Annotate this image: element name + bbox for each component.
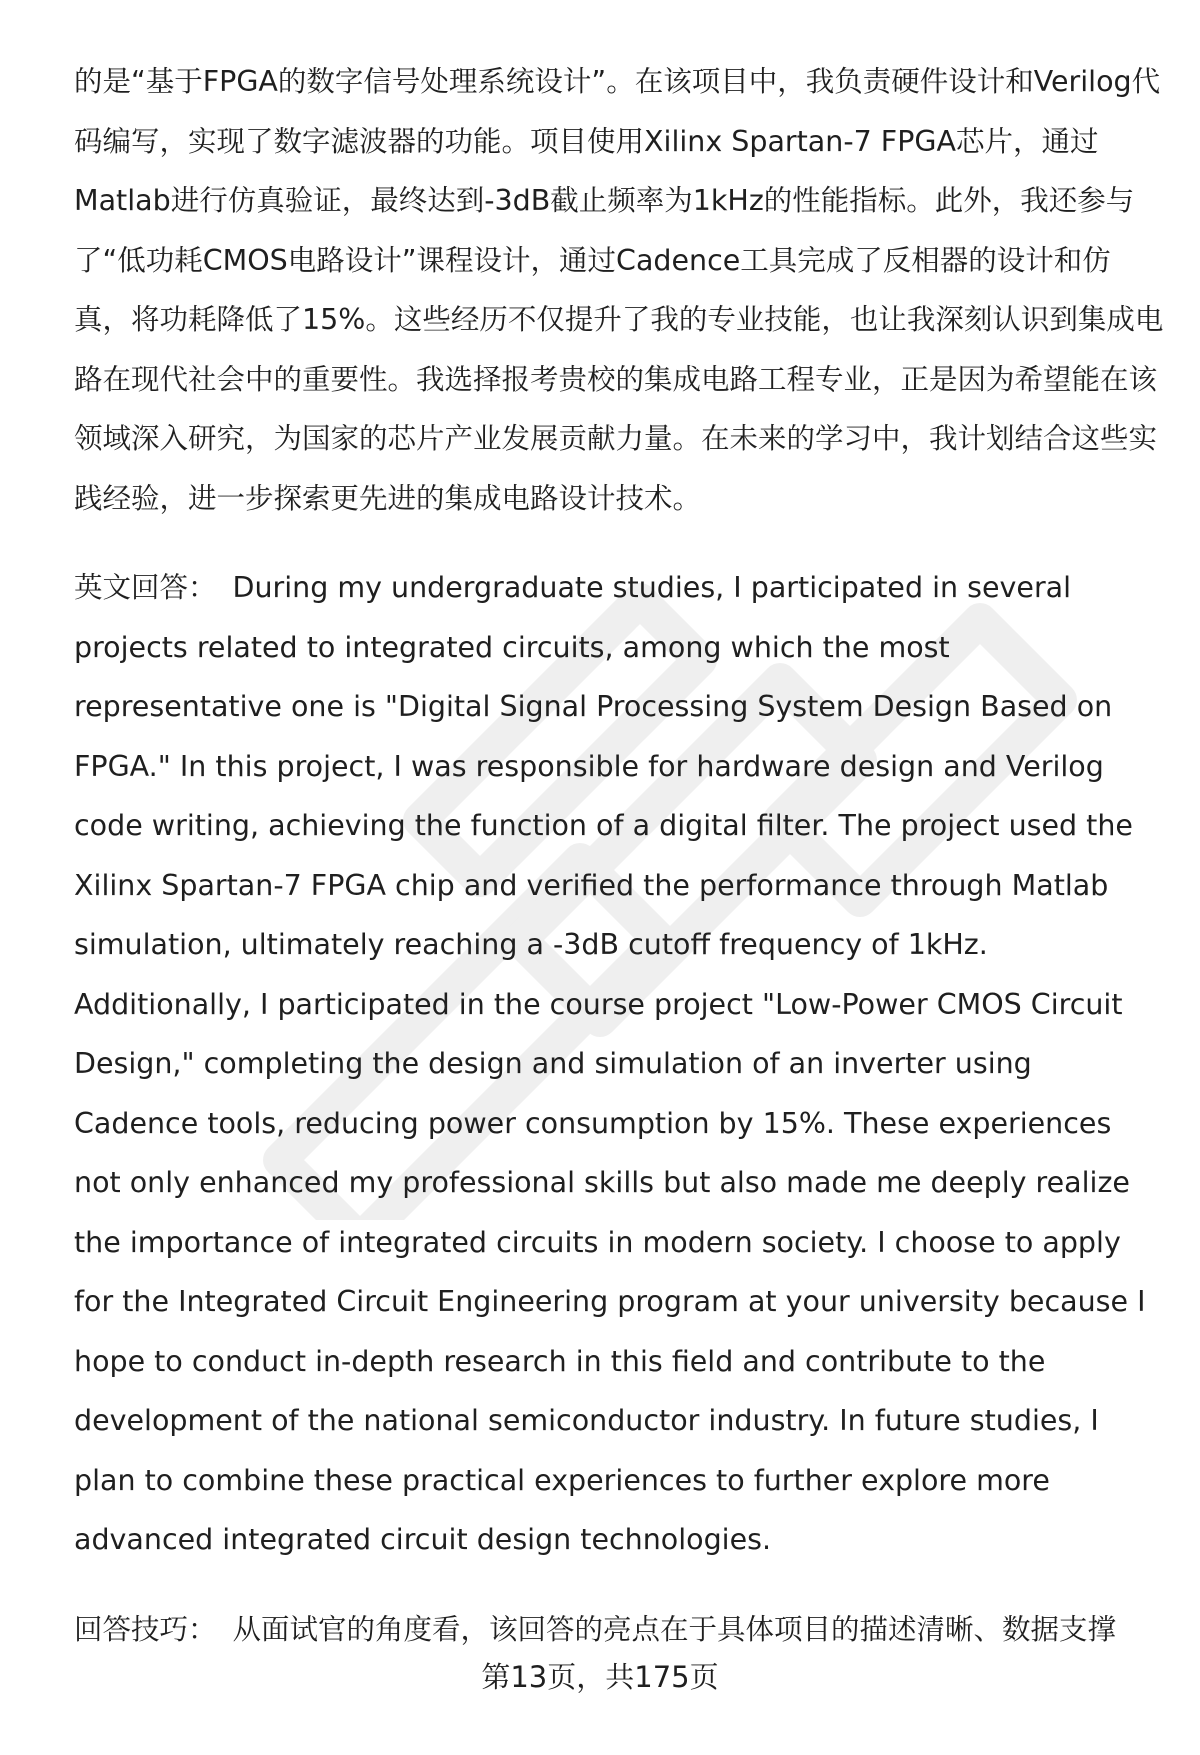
answer-tips-label: 回答技巧： <box>74 1612 217 1646</box>
english-answer-label: 英文回答： <box>74 571 217 604</box>
paragraph-text: During my undergraduate studies, I participated in several projects related to integrated circuits, among which the most representative one is "Digital Signal Processing System Design Based on FPGA." In this project, I was responsible for hardware design and Verilog code writing, achieving the function of a digital filter. The project used the Xilinx Spartan-7 FPGA chip and verified the performance through Matlab simulation, ultimately reaching a -3dB cutoff frequency of 1kHz. Additionally, I participated in the course project "Low-Power CMOS Circuit Design," completing the design and simulation of an inverter using Cadence tools, reducing power consumption by 15%. These experiences not only enhanced my professional skills but also made me deeply realize the importance of integrated circuits in modern society. I choose to apply for the Integrated Circuit Engineering program at your university because I hope to conduct in-depth research in this field and contribute to the development of the national semiconductor industry. In future studies, I plan to combine these practical experiences to further explore more advanced integrated circuit design technologies. <box>74 571 1146 1556</box>
english-answer-paragraph <box>74 558 1164 1570</box>
chinese-answer-paragraph <box>74 52 1164 528</box>
paragraph-text: 从面试官的角度看，该回答的亮点在于具体项目的描述清晰、数据支撑 <box>232 1612 1117 1646</box>
page-number-footer: 第13页，共175页 <box>481 1660 719 1694</box>
document-body <box>74 52 1164 1689</box>
paragraph-text: 的是“基于FPGA的数字信号处理系统设计”。在该项目中，我负责硬件设计和Verilog代码编写，实现了数字滤波器的功能。项目使用Xilinx Spartan-7 FPGA芯片，通过Matlab进行仿真验证，最终达到-3dB截止频率为1kHz的性能指标。此外，我还参与了“低功耗CMOS电路设计”课程设计，通过Cadence工具完成了反相器的设计和仿真，将功耗降低了15%。这些经历不仅提升了我的专业技能，也让我深刻认识到集成电路在现代社会中的重要性。我选择报考贵校的集成电路工程专业，正是因为希望能在该领域深入研究，为国家的芯片产业发展贡献力量。在未来的学习中，我计划结合这些实践经验，进一步探索更先进的集成电路设计技术。 <box>74 65 1164 515</box>
answer-tips-paragraph <box>74 1600 1164 1660</box>
